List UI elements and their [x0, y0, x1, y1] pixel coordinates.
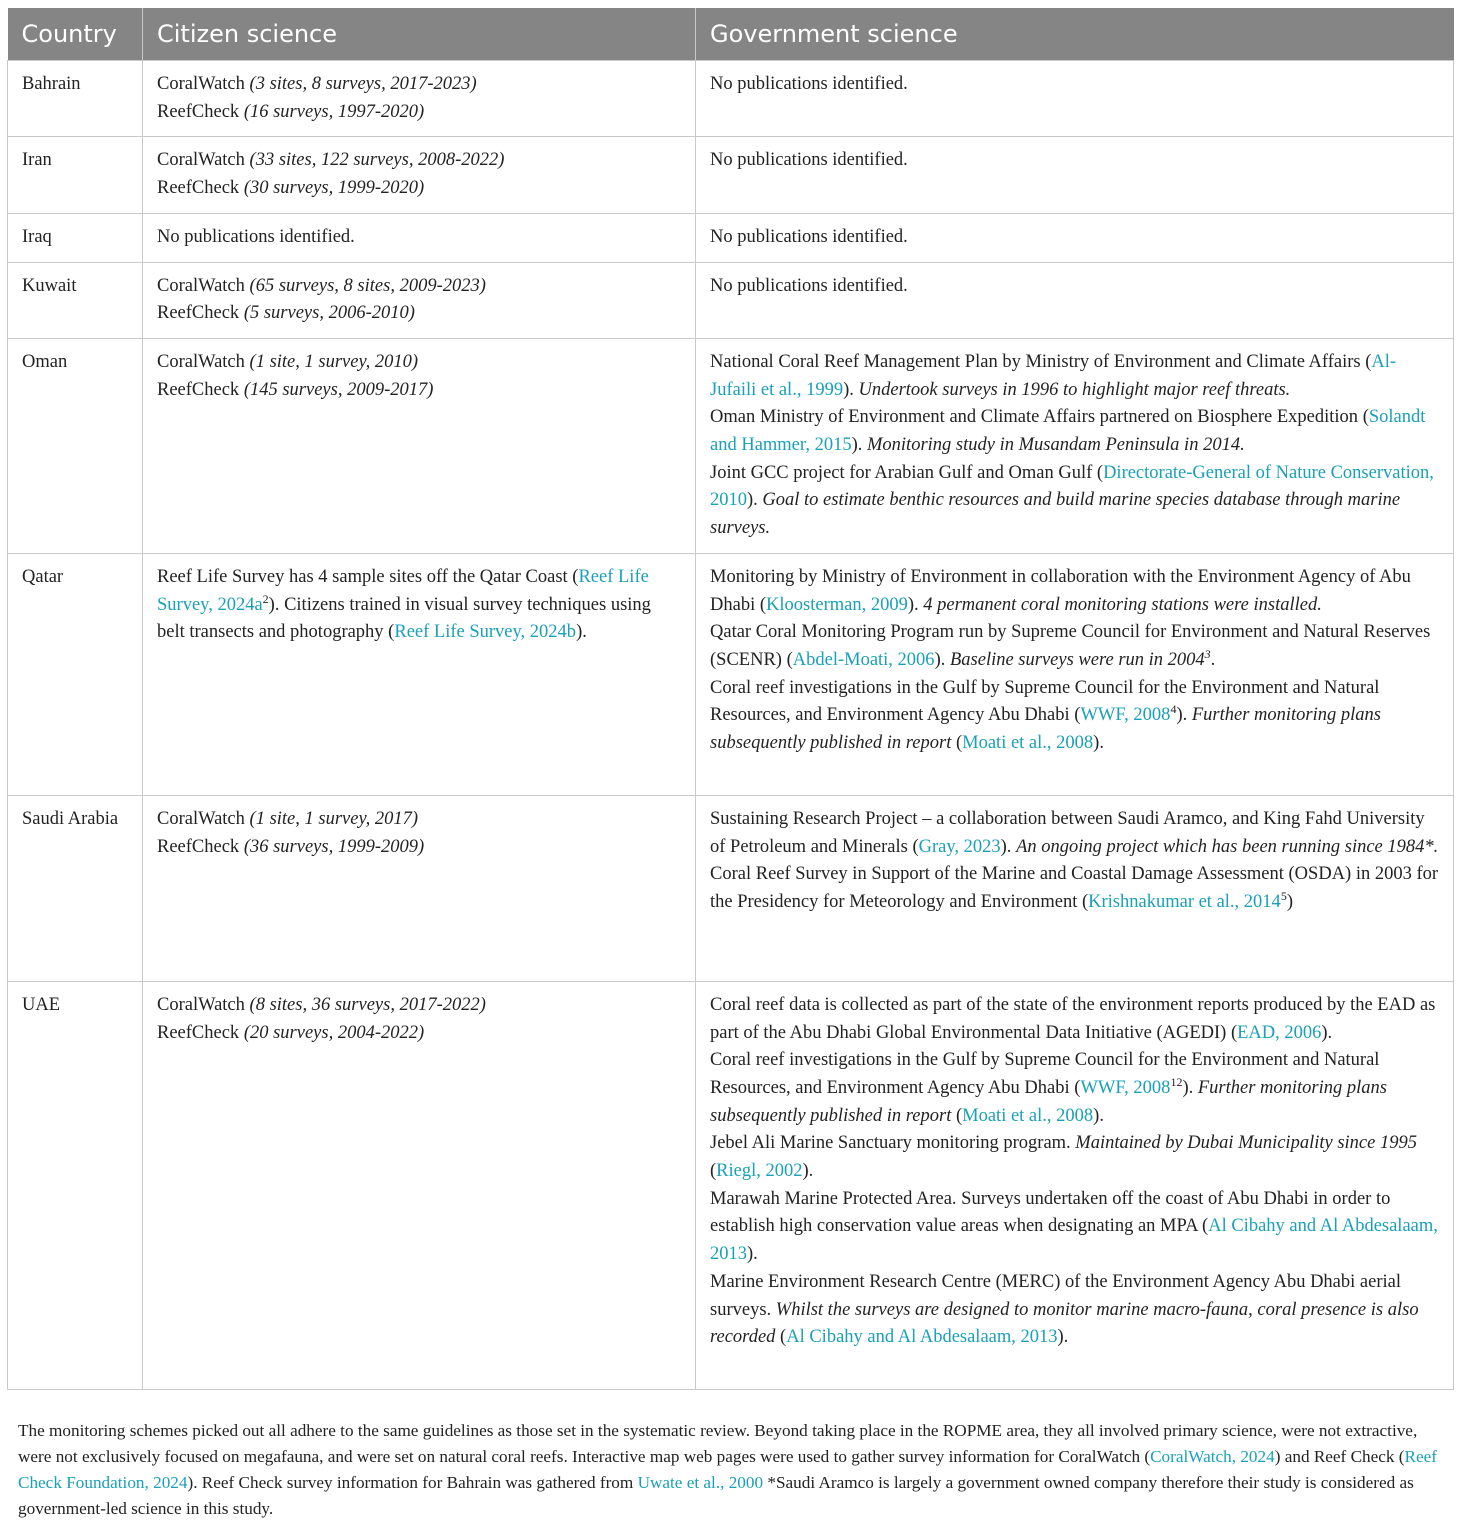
citizen-cell: Reef Life Survey has 4 sample sites off the Qatar Coast (Reef Life Survey, $2024a^2$). Citizens trained in visual survey techniques using belt transects and photography (Reef Life Survey, 2024b).	[143, 553, 696, 795]
monitoring-table	[7, 8, 1454, 1390]
header-government-science: Government science	[696, 8, 1454, 61]
citation-link[interactable]: Al Cibahy and Al Abdesalaam, 2013	[786, 1327, 1058, 1348]
government-cell: Coral reef data is collected as part of the state of the environment reports produced by the EAD as part of the Abu Dhabi Global Environmental Data Initiative (AGEDI) (EAD, 2006). Coral reef investigations in the Gulf by Supreme Council for the Environment and Natural Resources, and Environment Agency Abu Dhabi (WWF, 2008$^{12}$). Further monitoring plans subsequently published in report (Moati et al., 2008). Jebel Ali Marine Sanctuary monitoring program. Maintained by Dubai Municipality since 1995 (Riegl, 2002). Marawah Marine Protected Area. Surveys undertaken off the coast of Abu Dhabi in order to establish high conservation value areas when designating an MPA (Al Cibahy and Al Abdesalaam, 2013). Marine Environment Research Centre (MERC) of the Environment Agency Abu Dhabi aerial surveys. Whilst the surveys are designed to monitor marine macro-fauna, coral presence is also recorded (Al Cibahy and Al Abdesalaam, 2013).	[696, 981, 1454, 1389]
table-row	[8, 338, 1454, 553]
government-cell: No publications identified.	[696, 61, 1454, 137]
citation-link[interactable]: Krishnakumar et al., 2014	[1088, 891, 1281, 912]
table-header-row	[8, 8, 1454, 61]
citation-link[interactable]: WWF, 2008	[1080, 1077, 1171, 1098]
header-country: Country	[8, 8, 143, 61]
citation-link[interactable]: Al Cibahy and Al Abdesalaam, 2013	[710, 1216, 1438, 1265]
government-cell: Sustaining Research Project – a collaboration between Saudi Aramco, and King Fahd University of Petroleum and Minerals (Gray, 2023). An ongoing project which has been running since 1984*. Coral Reef Survey in Support of the Marine and Coastal Damage Assessment (OSDA) in 2003 for the Presidency for Meteorology and Environment (Krishnakumar et al., 2014$^5$)	[696, 795, 1454, 981]
country-cell: UAE	[8, 981, 143, 1389]
country-cell: Saudi Arabia	[8, 795, 143, 981]
citizen-cell: CoralWatch (65 surveys, 8 sites, 2009-2023) ReefCheck (5 surveys, 2006-2010)	[143, 262, 696, 338]
citation-link[interactable]: Kloosterman, 2009	[766, 594, 908, 615]
government-cell: No publications identified.	[696, 137, 1454, 213]
government-cell: No publications identified.	[696, 213, 1454, 262]
header-citizen-science: Citizen science	[143, 8, 696, 61]
citizen-cell: CoralWatch (3 sites, 8 surveys, 2017-2023) ReefCheck (16 surveys, 1997-2020)	[143, 61, 696, 137]
citation-link[interactable]: CoralWatch, 2024	[1150, 1447, 1275, 1466]
citizen-cell: CoralWatch (33 sites, 122 surveys, 2008-2022) ReefCheck (30 surveys, 1999-2020)	[143, 137, 696, 213]
country-cell: Kuwait	[8, 262, 143, 338]
citation-link[interactable]: Reef Life Survey, 2024a	[157, 566, 649, 615]
citation-link[interactable]: Uwate et al., 2000	[637, 1473, 764, 1492]
table-row	[8, 981, 1454, 1389]
country-cell: Bahrain	[8, 61, 143, 137]
citizen-cell: CoralWatch (8 sites, 36 surveys, 2017-2022) ReefCheck (20 surveys, 2004-2022)	[143, 981, 696, 1389]
table-row	[8, 61, 1454, 137]
citizen-cell: No publications identified.	[143, 213, 696, 262]
citation-link[interactable]: Moati et al., 2008	[962, 1105, 1094, 1126]
country-cell: Qatar	[8, 553, 143, 795]
citation-link[interactable]: EAD, 2006	[1237, 1022, 1322, 1043]
country-cell: Oman	[8, 338, 143, 553]
table-row	[8, 795, 1454, 981]
country-cell: Iraq	[8, 213, 143, 262]
citation-link[interactable]: Al-Jufaili et al., 1999	[710, 351, 1397, 400]
citation-link[interactable]: Solandt and Hammer, 2015	[710, 407, 1426, 456]
citizen-cell: CoralWatch (1 site, 1 survey, 2017) ReefCheck (36 surveys, 1999-2009)	[143, 795, 696, 981]
table-row	[8, 553, 1454, 795]
government-cell: National Coral Reef Management Plan by Ministry of Environment and Climate Affairs (Al-Jufaili et al., 1999). Undertook surveys in 1996 to highlight major reef threats. Oman Ministry of Environment and Climate Affairs partnered on Biosphere Expedition (Solandt and Hammer, 2015). Monitoring study in Musandam Peninsula in 2014. Joint GCC project for Arabian Gulf and Oman Gulf (Directorate-General of Nature Conservation, 2010). Goal to estimate benthic resources and build marine species database through marine surveys.	[696, 338, 1454, 553]
citation-link[interactable]: Reef Life Survey, 2024b	[394, 622, 577, 643]
citation-link[interactable]: Riegl, 2002	[716, 1161, 803, 1182]
table-container	[7, 8, 1453, 1390]
citation-link[interactable]: Abdel-Moati, 2006	[792, 649, 935, 670]
table-row	[8, 213, 1454, 262]
table-row	[8, 137, 1454, 213]
citation-link[interactable]: Moati et al., 2008	[962, 733, 1094, 754]
citation-link[interactable]: Directorate-General of Nature Conservation, 2010	[710, 462, 1434, 511]
citizen-cell: CoralWatch (1 site, 1 survey, 2010) ReefCheck (145 surveys, 2009-2017)	[143, 338, 696, 553]
table-footnote: The monitoring schemes picked out all adhere to the same guidelines as those set in the systematic review. Beyond taking place in the ROPME area, they all involved primary science, were not extractive, were not exclusively focused on megafauna, and were set on natural coral reefs. Interactive map web pages were used to gather survey information for CoralWatch (CoralWatch, 2024) and Reef Check (Reef Check Foundation, 2024). Reef Check survey information for Bahrain was gathered from Uwate et al., 2000 *Saudi Aramco is largely a government owned company therefore their study is considered as government-led science in this study.	[18, 1421, 1437, 1518]
citation-link[interactable]: Gray, 2023	[918, 836, 1001, 857]
country-cell: Iran	[8, 137, 143, 213]
government-cell: No publications identified.	[696, 262, 1454, 338]
government-cell: Monitoring by Ministry of Environment in collaboration with the Environment Agency of Abu Dhabi (Kloosterman, 2009). 4 permanent coral monitoring stations were installed. Qatar Coral Monitoring Program run by Supreme Council for Environment and Natural Reserves (SCENR) (Abdel-Moati, 2006). Baseline surveys were run in 2004$^3$. Coral reef investigations in the Gulf by Supreme Council for the Environment and Natural Resources, and Environment Agency Abu Dhabi (WWF, 2008$^4$). Further monitoring plans subsequently published in report (Moati et al., 2008).	[696, 553, 1454, 795]
table-row	[8, 262, 1454, 338]
citation-link[interactable]: WWF, 2008	[1080, 705, 1171, 726]
citation-link[interactable]: Reef Check Foundation, 2024	[18, 1447, 1437, 1492]
